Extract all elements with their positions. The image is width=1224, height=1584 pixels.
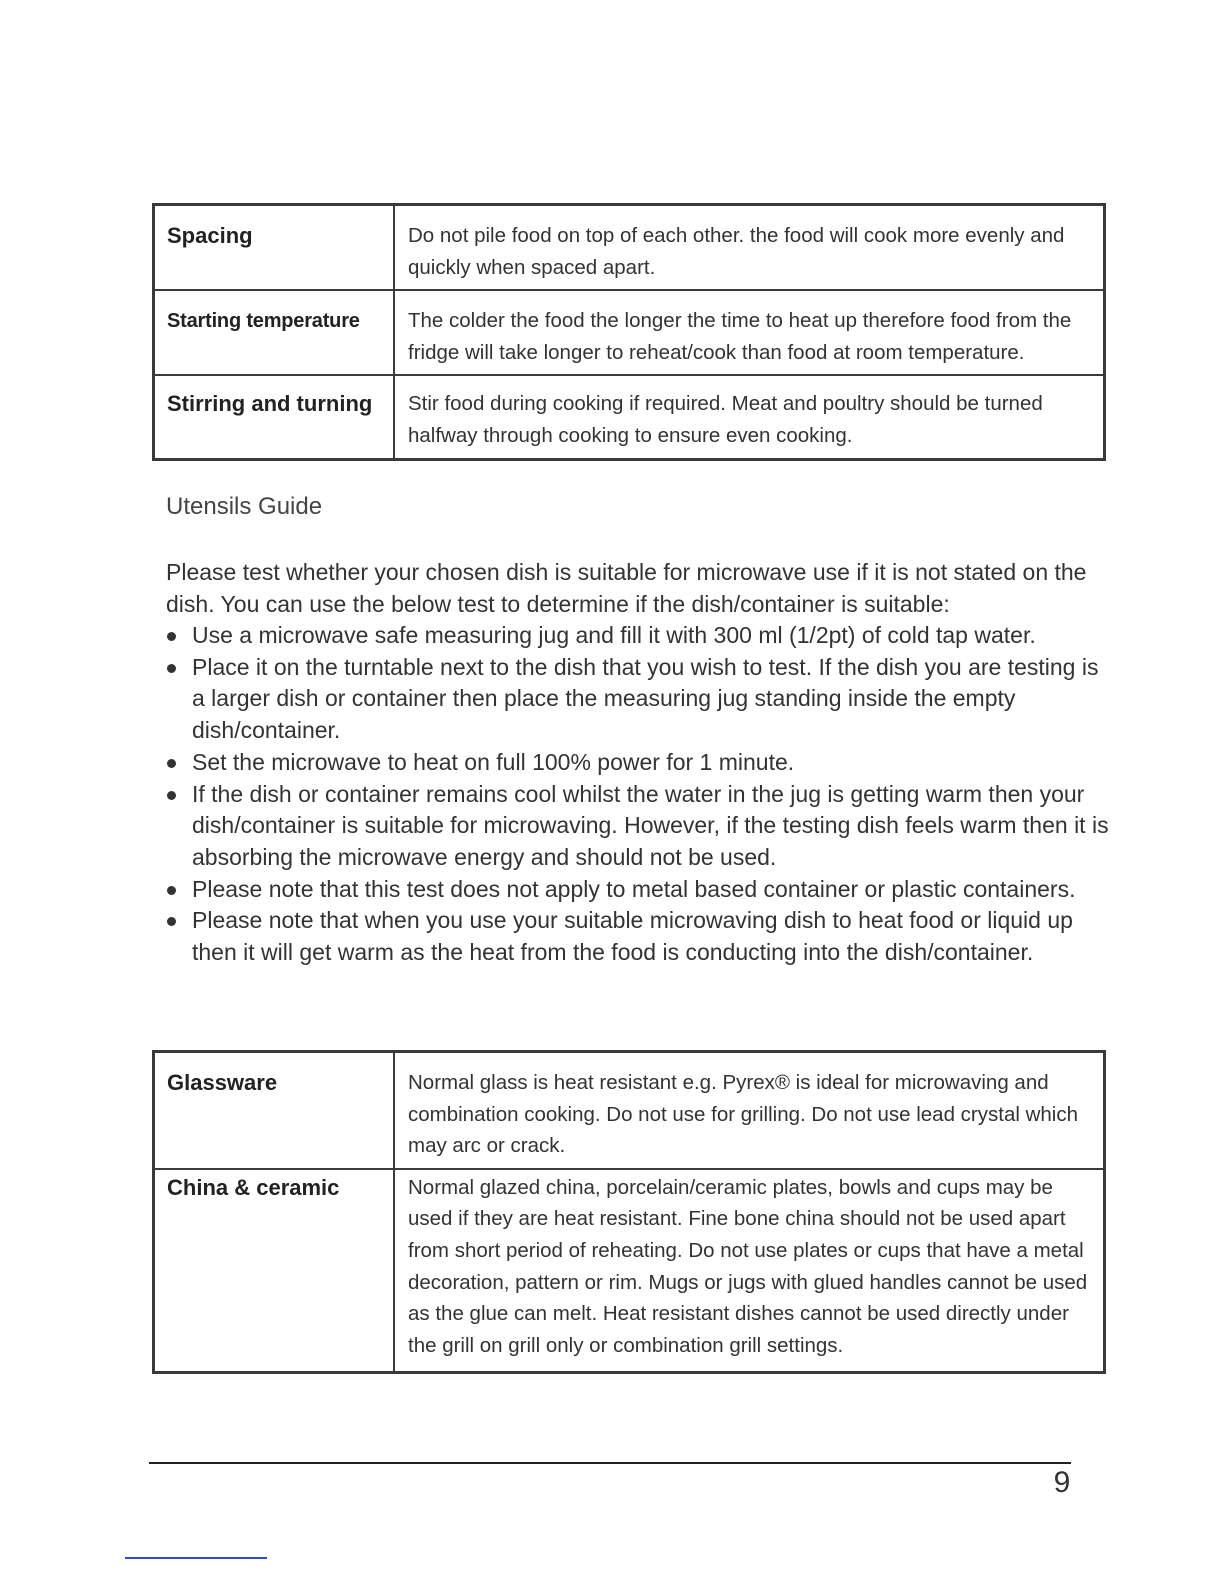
materials-table: [152, 1050, 1106, 1374]
row-text-starting-temperature: The colder the food the longer the time to heat up therefore food from the fridge will take longer to reheat/cook than food at room temperature.: [394, 290, 1105, 375]
section-heading: Utensils Guide: [166, 493, 323, 520]
table-row: [154, 375, 1105, 459]
list-item-text: Set the microwave to heat on full 100% power for 1 minute.: [192, 748, 795, 775]
bullet-icon: [167, 759, 176, 768]
table-row: [154, 205, 1105, 291]
row-text-spacing: Do not pile food on top of each other. the food will cook more evenly and quickly when spaced apart.: [394, 205, 1105, 291]
bullet-icon: [167, 917, 176, 926]
test-steps-list: [166, 620, 1110, 969]
row-text-stirring-and-turning: Stir food during cooking if required. Meat and poultry should be turned halfway through cooking to ensure even cooking.: [394, 375, 1105, 459]
list-item: [166, 779, 1110, 874]
footer-divider: [149, 1462, 1071, 1464]
list-item: [166, 620, 1110, 652]
row-label-stirring-and-turning: Stirring and turning: [154, 375, 395, 459]
list-item: [166, 652, 1110, 747]
bullet-icon: [167, 664, 176, 673]
bullet-icon: [167, 632, 176, 641]
cooking-tips-table: [152, 203, 1106, 461]
bullet-icon: [167, 791, 176, 800]
row-label-spacing: Spacing: [154, 205, 395, 291]
list-item-text: If the dish or container remains cool whilst the water in the jug is getting warm then your dish/container is suitable for microwaving. However, if the testing dish feels warm then it is absorbing the microwave energy and should not be used.: [192, 780, 1109, 870]
blue-underline-mark: [125, 1557, 267, 1559]
list-item-text: Please note that when you use your suitable microwaving dish to heat food or liquid up then it will get warm as the heat from the food is conducting into the dish/container.: [192, 907, 1073, 966]
row-text-china-ceramic: Normal glazed china, porcelain/ceramic plates, bowls and cups may be used if they are heat resistant. Fine bone china should not be used apart from short period of reheating. Do not use plates or cups that have a metal decoration, pattern or rim. Mugs or jugs with glued handles cannot be used as the glue can melt. Heat resistant dishes cannot be used directly under the grill on grill only or combination grill settings.: [394, 1169, 1105, 1373]
list-item: [166, 747, 1110, 779]
list-item-text: Please note that this test does not apply to metal based container or plastic containers.: [192, 875, 1076, 902]
list-item: [166, 905, 1110, 968]
row-label-glassware: Glassware: [154, 1052, 395, 1169]
row-label-starting-temperature: Starting temperature: [154, 290, 395, 375]
page-number: 9: [1053, 1466, 1071, 1499]
table-row: [154, 1052, 1105, 1169]
list-item: [166, 874, 1110, 906]
list-item-text: Use a microwave safe measuring jug and fill it with 300 ml (1/2pt) of cold tap water.: [192, 622, 1036, 648]
row-label-china-ceramic: China & ceramic: [154, 1169, 395, 1373]
intro-paragraph: Please test whether your chosen dish is suitable for microwave use if it is not stated on the dish. You can use the below test to determine if the dish/container is suitable:: [166, 559, 1087, 617]
table-row: [154, 1169, 1105, 1373]
bullet-icon: [167, 886, 176, 895]
list-item-text: Place it on the turntable next to the dish that you wish to test. If the dish you are testing is a larger dish or container then place the measuring jug standing inside the empty dish/container.: [192, 653, 1099, 744]
row-text-glassware: Normal glass is heat resistant e.g. Pyrex® is ideal for microwaving and combination cooking. Do not use for grilling. Do not use lead crystal which may arc or crack.: [394, 1052, 1105, 1169]
table-row: [154, 290, 1105, 375]
